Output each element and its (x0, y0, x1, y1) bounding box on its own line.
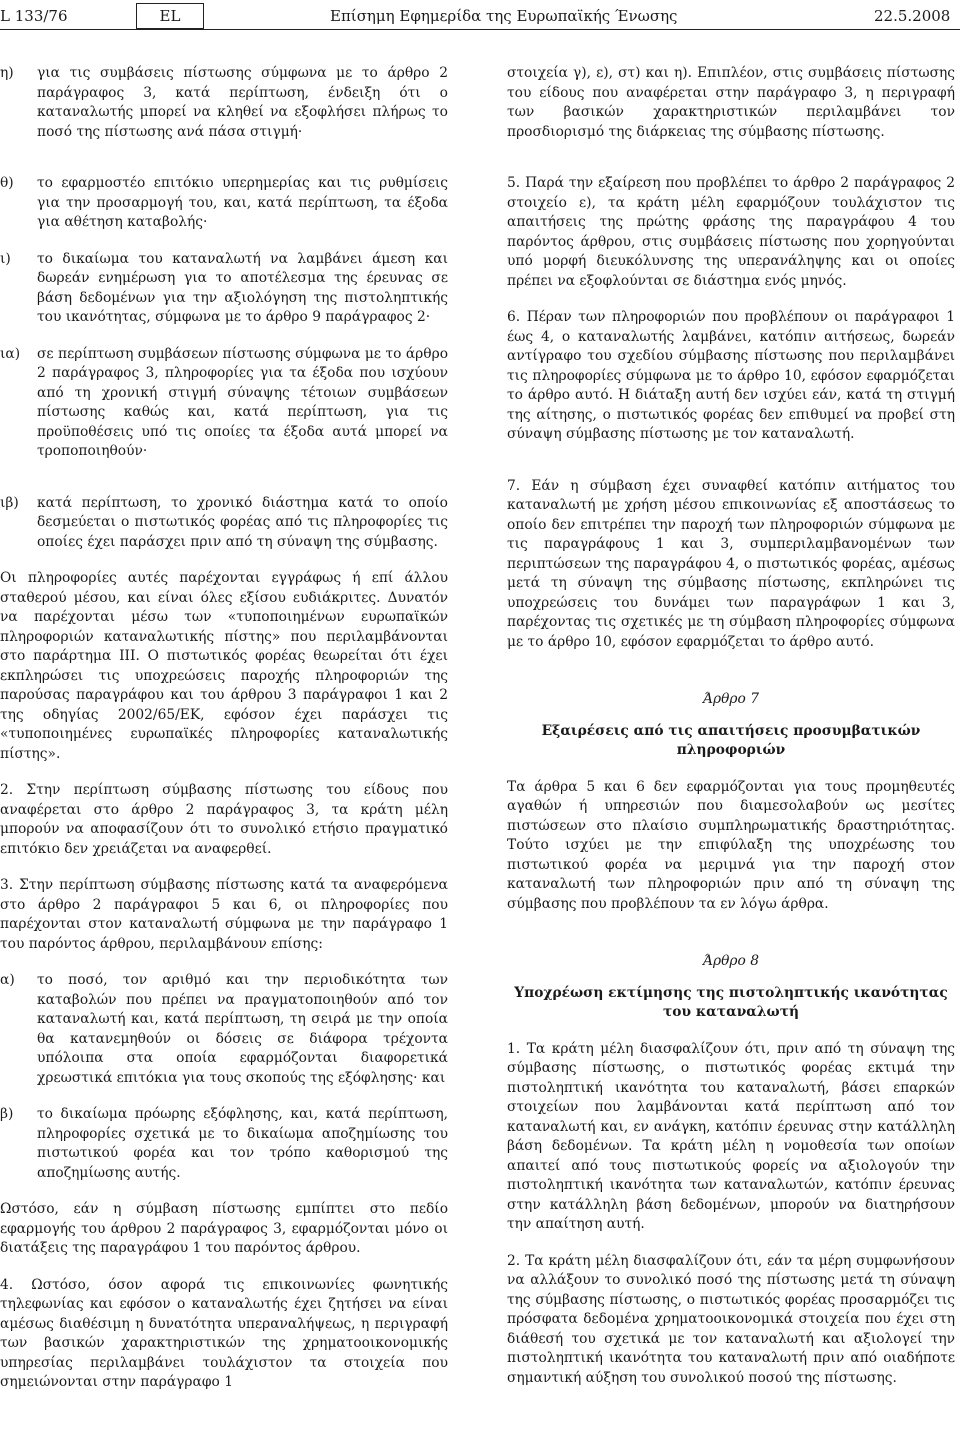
item-text: σε περίπτωση συμβάσεων πίστωσης σύμφωνα με το άρθρο 2 παράγραφος 3, πληροφορίες για τα έξοδα που ισχύουν από τη χρονική στιγμή σύναψης τέτοιων συμβάσεων πίστωσης καθώς και, κατά περίπτωση, για τις προϋποθέσεις υπό τις οποίες τα έξοδα αυτά μπορεί να τροποποιηθούν· (37, 345, 448, 459)
paragraph-4: 4. Ωστόσο, όσον αφορά τις επικοινωνίες φωνητικής τηλεφωνίας και εφόσον ο καταναλωτής έχει ζητήσει να είναι αμέσως διαθέσιμη η δυνατότητα υπεραναλήψεως, η περιγραφή των βασικών χαρακτηριστικών της χρηματοοικονομικής υπηρεσίας περιλαμβάνει τουλάχιστον τα στοιχεία που σημειώνονται στην παράγραφο 1 (0, 1276, 448, 1390)
article-8-paragraph-2: 2. Τα κράτη μέλη διασφαλίζουν ότι, εάν τα μέρη συμφωνήσουν να αλλάξουν το συνολικό ποσό της πίστωσης μετά τη σύναψη της σύμβασης πίστωσης, ο πιστωτικός φορέας προσαρμόζει τις πρόσφατα δεδομένα χρηματοοικονομικά στοιχεία που έχει στη διάθεσή του σχετικά με τον καταναλωτή και αξιολογεί την πιστοληπτική ικανότητα του καταναλωτή πριν από οιαδήποτε σημαντική αύξηση του συνολικού ποσού της πίστωσης. (507, 1252, 955, 1386)
list-item (0, 494, 448, 553)
paragraph: Ωστόσο, εάν η σύμβαση πίστωσης εμπίπτει στο πεδίο εφαρμογής του άρθρου 2 παράγραφος 3, εφαρμόζονται μόνο οι διατάξεις της παραγράφου 1 του παρόντος άρθρου. (0, 1201, 448, 1256)
list-item (0, 64, 448, 142)
right-column (507, 64, 955, 1388)
item-label: β) (0, 1106, 14, 1122)
item-label: η) (0, 65, 14, 81)
paragraph-5: 5. Παρά την εξαίρεση που προβλέπει το άρθρο 2 παράγραφος 2 στοιχείο ε), τα κράτη μέλη εφαρμόζουν τουλάχιστον τις απαιτήσεις της πρώτης φράσης της παραγράφου 4 του παρόντος άρθρου, στις συμβάσεις πίστωσης που χορηγούνται υπό μορφή διευκόλυνσης της υπερανάληψης και οι οποίες πρέπει να εξοφλούνται σε διάστημα ενός μηνός. (507, 175, 955, 289)
page-header (0, 0, 960, 30)
article-7-heading: Εξαιρέσεις από τις απαιτήσεις προσυμβατικών πληροφοριών (541, 722, 921, 758)
list-item (0, 250, 448, 328)
list-item (0, 1105, 448, 1183)
item-label: ια) (0, 345, 21, 362)
paragraph: Οι πληροφορίες αυτές παρέχονται εγγράφως ή επί άλλου σταθερού μέσου, και είναι όλες εξίσου ευδιάκριτες. Δυνατόν να παρέχονται μέσω των «τυποποιημένων ευρωπαϊκών πληροφοριών καταναλωτικής πίστης» που περιλαμβάνονται στο παράρτημα ΙΙΙ. Ο πιστωτικός φορέας θεωρείται ότι έχει εκπληρώσει τις υποχρεώσεις παροχής πληροφοριών της παρούσας παραγράφου και του άρθρου 3 παράγραφοι 1 και 2 της οδηγίας 2002/65/ΕΚ, εφόσον έχει παράσχει τις «τυποποιημένες ευρωπαϊκές πληροφορίες καταναλωτικής πίστης». (0, 570, 448, 762)
list-item (0, 971, 448, 1088)
item-text: το δικαίωμα πρόωρης εξόφλησης, και, κατά περίπτωση, πληροφορίες σχετικά με το δικαίωμα αποζημίωσης του πιστωτικού φορέα και τον τρόπο καθορισμού της αποζημίωσης αυτής. (37, 1106, 448, 1181)
item-text: το δικαίωμα του καταναλωτή να λαμβάνει άμεση και δωρεάν ενημέρωση για το αποτέλεσμα της έρευνας σε βάση δεδομένων για την αξιολόγηση της πιστοληπτικής του ικανότητας, σύμφωνα με το άρθρο 9 παράγραφος 2· (37, 250, 448, 325)
paragraph-6: 6. Πέραν των πληροφοριών που προβλέπουν οι παράγραφοι 1 έως 4, ο καταναλωτής λαμβάνει, κατόπιν αιτήσεως, δωρεάν αντίγραφο του σχεδίου σύμβασης πίστωσης που περιλαμβάνει τις πληροφορίες σύμφωνα με το άρθρο 10, εφόσον εφαρμόζεται το άρθρο αυτό. Η διάταξη αυτή δεν ισχύει εάν, κατά τη στιγμή της αίτησης, ο πιστωτικός φορέας δεν επιθυμεί να προβεί στη σύναψη σύμβασης πίστωσης με τον καταναλωτή. (507, 309, 955, 442)
item-text: το εφαρμοστέο επιτόκιο υπερημερίας και τις ρυθμίσεις για την προσαρμογή του, και, κατά περίπτωση, τα έξοδα για αθέτηση καταβολής· (37, 175, 448, 230)
paragraph-2: 2. Στην περίπτωση σύμβασης πίστωσης του είδους που αναφέρεται στο άρθρο 2 παράγραφος 3, τα κράτη μέλη μπορούν να αποφασίζουν ότι το συνολικό ετήσιο πραγματικό επιτόκιο δεν χρειάζεται να αναφερθεί. (0, 782, 448, 857)
header-rule (0, 29, 960, 30)
item-text: κατά περίπτωση, το χρονικό διάστημα κατά το οποίο δεσμεύεται ο πιστωτικός φορέας από τις πληροφορίες τις οποίες έχει παράσχει πριν από τη σύναψη της σύμβασης. (37, 494, 448, 550)
journal-title: Επίσημη Εφημερίδα της Ευρωπαϊκής Ένωσης (330, 7, 678, 25)
language-badge: EL (136, 3, 204, 29)
article-7-title: Άρθρο 7 (703, 691, 759, 707)
item-text: το ποσό, τον αριθμό και την περιοδικότητα των καταβολών που πρέπει να πραγματοποιηθούν από τον καταναλωτή και, κατά περίπτωση, τη σειρά με την οποία θα κατανεμηθούν οι δόσεις σε διάφορα τρέχοντα υπόλοιπα στα οποία εφαρμόζονται διαφορετικά χρεωστικά επιτόκια για τους σκοπούς της εξόφλησης· και (37, 972, 448, 1086)
item-label: θ) (0, 175, 14, 191)
page-number: L 133/76 (0, 7, 68, 25)
article-8-title: Άρθρο 8 (703, 953, 759, 969)
list-item (0, 345, 448, 462)
item-label: ιβ) (0, 494, 19, 511)
article-7-text: Τα άρθρα 5 και 6 δεν εφαρμόζονται για τους προμηθευτές αγαθών ή υπηρεσιών που διαμεσολαβούν ως μεσίτες πιστώσεων στο πλαίσιο συμπληρωματικής δραστηριότητας. Τούτο ισχύει με την επιφύλαξη της υποχρέωσης του πιστωτικού φορέα να μεριμνά για την παροχή στον καταναλωτή των πληροφοριών πριν από τη σύναψη της σύμβασης που προβλέπουν τα εν λόγω άρθρα. (507, 778, 955, 912)
paragraph: στοιχεία γ), ε), στ) και η). Επιπλέον, στις συμβάσεις πίστωσης του είδους που αναφέρεται στην παράγραφο 3, η περιγραφή των βασικών χαρακτηριστικών περιλαμβάνει τον προσδιορισμό της διάρκειας της σύμβασης πίστωσης. (507, 65, 955, 140)
article-8-paragraph-1: 1. Τα κράτη μέλη διασφαλίζουν ότι, πριν από τη σύναψη της σύμβασης πίστωσης, ο πιστωτικός φορέας εκτιμά την πιστοληπτική ικανότητα του καταναλωτή, βάσει επαρκών στοιχείων που λαμβάνονται κατά περίπτωση από τον καταναλωτή και, εν ανάγκη, κατόπιν έρευνας στην κατάλληλη βάση δεδομένων. Τα κράτη μέλη η νομοθεσία των οποίων απαιτεί από τους πιστωτικούς φορείς να αξιολογούν την πιστοληπτική ικανότητα των καταναλωτών, κατόπιν έρευνας στην κατάλληλη βάση δεδομένων, μπορούν να διατηρήσουν την απαίτηση αυτή. (507, 1040, 955, 1232)
item-text: για τις συμβάσεις πίστωσης σύμφωνα με το άρθρο 2 παράγραφος 3, κατά περίπτωση, ένδειξη ότι ο καταναλωτής μπορεί να κληθεί να εξοφλήσει πλήρως το ποσό της πίστωσης ανά πάσα στιγμή· (37, 65, 448, 140)
publication-date: 22.5.2008 (874, 7, 951, 25)
article-8-heading: Υποχρέωση εκτίμησης της πιστοληπτικής ικανότητας του καταναλωτή (514, 984, 948, 1020)
item-label: ι) (0, 250, 11, 267)
left-column (0, 64, 448, 1393)
item-label: α) (0, 972, 15, 988)
list-item (0, 174, 448, 233)
paragraph-3: 3. Στην περίπτωση σύμβασης πίστωσης κατά τα αναφερόμενα στο άρθρο 2 παράγραφοι 5 και 6, οι πληροφορίες που παρέχονται στον καταναλωτή σύμφωνα με την παράγραφο 1 του παρόντος άρθρου, περιλαμβάνουν επίσης: (0, 877, 448, 952)
paragraph-7: 7. Εάν η σύμβαση έχει συναφθεί κατόπιν αιτήματος του καταναλωτή με χρήση μέσου επικοινωνίας εξ αποστάσεως το οποίο δεν επιτρέπει την παροχή των πληροφοριών σύμφωνα με τις παραγράφους 1 και 3, συμπεριλαμβανομένων των περιπτώσεων της παραγράφου 4, ο πιστωτικός φορέας, αμέσως μετά τη σύναψη της σύμβασης πίστωσης, εκπληρώνει τις υποχρεώσεις του δυνάμει των παραγράφων 1 και 3, παρέχοντας τις σχετικές με τη σύμβαση πληροφορίες σύμφωνα με το άρθρο 10, εφόσον εφαρμόζεται το άρθρο αυτό. (507, 477, 955, 650)
